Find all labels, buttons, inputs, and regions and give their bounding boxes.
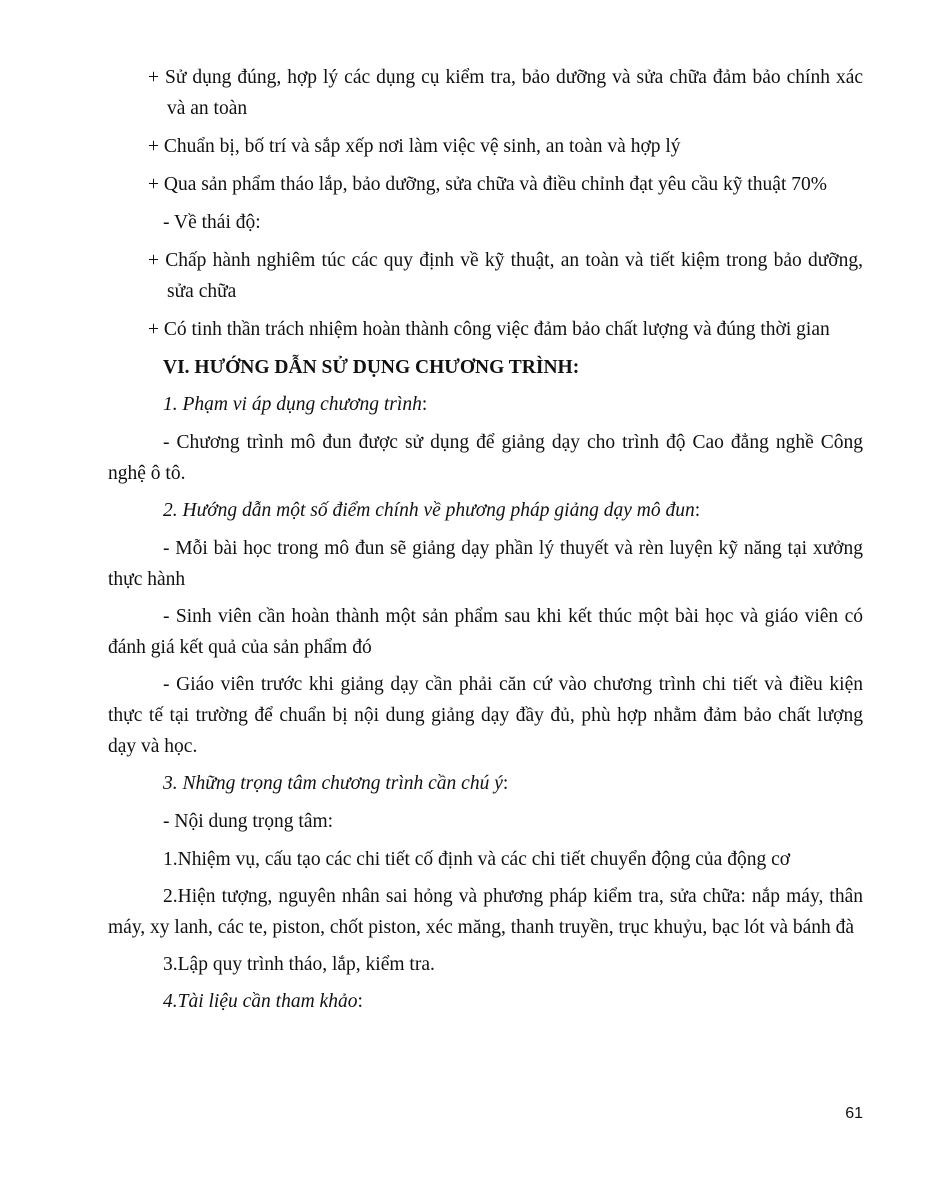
attitude-item-responsibility: + Có tinh thần trách nhiệm hoàn thành công việc đảm bảo chất lượng và đúng thời gian	[148, 319, 830, 340]
criteria-item-workplace: + Chuẩn bị, bố trí và sắp xếp nơi làm việc vệ sinh, an toàn và hợp lý	[148, 136, 681, 157]
sub2-paragraph-students: - Sinh viên cần hoàn thành một sản phẩm sau khi kết thúc một bài học và giáo viên có đánh giá kết quả của sản phẩm đó	[108, 606, 863, 658]
sub3-heading-text: 3. Những trọng tâm chương trình cần chú ý	[163, 773, 503, 794]
attitude-item-compliance: + Chấp hành nghiêm túc các quy định về kỹ thuật, an toàn và tiết kiệm trong bảo dưỡng, sửa chữa	[148, 250, 863, 302]
sub2-paragraph-teachers: - Giáo viên trước khi giảng dạy cần phải căn cứ vào chương trình chi tiết và điều kiện thực tế tại trường để chuẩn bị nội dung giảng dạy đầy đủ, phù hợp nhằm đảm bảo chất lượng dạy và học.	[108, 674, 863, 757]
section-heading: VI. HƯỚNG DẪN SỬ DỤNG CHƯƠNG TRÌNH:	[163, 357, 580, 378]
sub1-paragraph: - Chương trình mô đun được sử dụng để giảng dạy cho trình độ Cao đẳng nghề Công nghệ ô tô.	[108, 432, 863, 484]
sub3-heading	[108, 768, 863, 799]
sub4-heading-colon: :	[357, 991, 363, 1012]
sub4-heading-text: 4.Tài liệu cần tham khảo	[163, 991, 358, 1012]
sub2-heading-text: 2. Hướng dẫn một số điểm chính về phương pháp giảng dạy mô đun	[163, 500, 695, 521]
sub3-point-3: 3.Lập quy trình tháo, lắp, kiểm tra.	[163, 954, 435, 975]
sub4-heading	[108, 986, 863, 1017]
criteria-item-tools: + Sử dụng đúng, hợp lý các dụng cụ kiểm tra, bảo dưỡng và sửa chữa đảm bảo chính xác và an toàn	[148, 67, 863, 119]
sub3-label: - Nội dung trọng tâm:	[163, 811, 334, 832]
sub2-heading	[108, 495, 863, 526]
page-number: 61	[845, 1105, 863, 1122]
sub2-paragraph-lessons: - Mỗi bài học trong mô đun sẽ giảng dạy phần lý thuyết và rèn luyện kỹ năng tại xưởng thực hành	[108, 538, 863, 590]
attitude-label: - Về thái độ:	[163, 212, 261, 233]
sub1-heading-colon: :	[421, 394, 428, 415]
page-content	[108, 62, 863, 1024]
sub3-point-1: 1.Nhiệm vụ, cấu tạo các chi tiết cố định và các chi tiết chuyển động của động cơ	[163, 849, 791, 870]
sub2-heading-colon: :	[694, 500, 701, 521]
sub3-point-2: 2.Hiện tượng, nguyên nhân sai hỏng và phương pháp kiểm tra, sửa chữa: nắp máy, thân máy, xy lanh, các te, piston, chốt piston, xéc măng, thanh truyền, trục khuỷu, bạc lót và bánh đà	[108, 886, 863, 938]
sub3-heading-colon: :	[502, 773, 509, 794]
criteria-item-product: + Qua sản phẩm tháo lắp, bảo dưỡng, sửa chữa và điều chỉnh đạt yêu cầu kỹ thuật 70%	[148, 174, 827, 195]
sub1-heading	[108, 389, 863, 420]
sub1-heading-text: 1. Phạm vi áp dụng chương trình	[163, 394, 422, 415]
